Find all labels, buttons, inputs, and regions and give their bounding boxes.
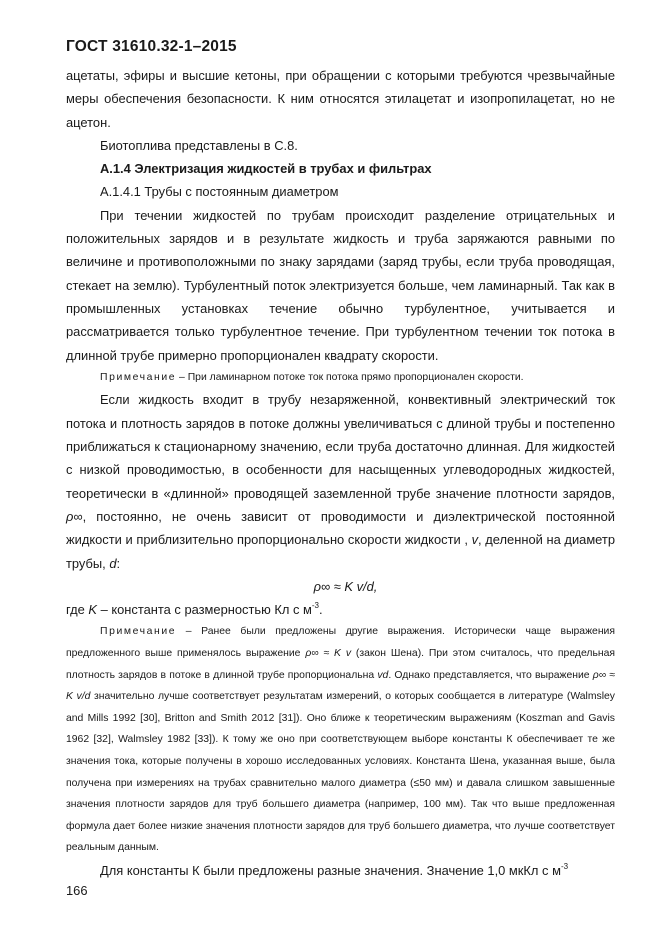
- formula-inline: ρ∞ ≈ K v: [305, 648, 352, 660]
- paragraph-pipe-flow: При течении жидкостей по трубам происходит разделение отрицательных и положительных зарядов и в результате жидкость и труба заряжаются равными по величине и противоположными по знаку зарядами (заряд трубы, если труба проводящая, стекает на землю). Турбулентный поток электризуется больше, чем ламинарный. Так как в промышленных установках течение обычно турбулентное, учитывается и рассматривается только турбулентное течение. При турбулентном течении ток потока в длинной трубе примерно пропорционален квадрату скорости.: [66, 207, 615, 363]
- formula-text: ρ∞ ≈ K v/d,: [313, 578, 378, 594]
- symbol-vd: vd: [377, 669, 389, 681]
- paragraph-charge-density: [66, 388, 615, 574]
- symbol-k: K: [88, 602, 98, 618]
- subsection-heading: А.1.4.1 Трубы с постоянным диаметром: [100, 184, 339, 200]
- document-body: [66, 64, 615, 882]
- note-text: – При ламинарном потоке ток потока прямо пропорционален скорости.: [176, 371, 524, 383]
- section-heading: А.1.4 Электризация жидкостей в трубах и фильтрах: [100, 161, 432, 177]
- superscript: -3: [560, 861, 569, 871]
- text-span: (закон Шена). При этом считалось, что предельная плотность зарядов в потоке в длинной трубе пропорциональна: [66, 648, 615, 681]
- superscript: -3: [311, 600, 319, 610]
- formula-inline: ρ∞ ≈ K v/d: [66, 669, 615, 703]
- formula: [66, 575, 615, 598]
- text-span: где: [66, 602, 89, 618]
- text-span: , деленной на диаметр трубы,: [66, 532, 615, 571]
- formula-explanation: [66, 598, 615, 621]
- text-span: – Ранее были предложены другие выражения. Исторически чаще выражения предложенного выше применялось выражение: [66, 626, 615, 660]
- paragraph-continuation: ацетаты, эфиры и высшие кетоны, при обращении с которыми требуются чрезвычайные меры обеспечения безопасности. К ним относятся этилацетат и изопропилацетат, но не ацетон.: [66, 68, 615, 130]
- text-span: значительно лучше соответствует результатам измерений, о которых сообщается в литературе (Walmsley and Mills 1992 [30], Britton and Smith 2012 [31]). Оно ближе к теоретическим выражениям (Koszman and Gavis 1962 [32], Walmsley 1982 [33]). К тому же оно при соответствующем выборе константы К обеспечивает те же значения тока, которые получены в хорошо исследованных условиях. Константа Шена, указанная выше, была получена при измерениях на трубах сравнительно малого диаметра (≤50 мм) и давала слишком завышенные значения плотности зарядов для труб большего диаметра (например, 100 мм). Так что выше предложенная формула дает более низкие значения плотности зарядов для труб большего диаметра, что лучше соответствует реальным данным.: [66, 691, 615, 854]
- text-span: :: [116, 555, 121, 571]
- symbol-v: v: [471, 532, 479, 548]
- page-number: 166: [66, 883, 88, 898]
- paragraph-biofuels: Биотоплива представлены в С.8.: [100, 137, 298, 153]
- note-laminar: [66, 367, 615, 389]
- text-span: . Однако представляется, что выражение: [388, 669, 593, 681]
- text-span: – константа с размерностью Кл с м: [97, 602, 312, 618]
- text-span: Если жидкость входит в трубу незаряженной, конвективный электрический ток потока и плотность зарядов в потоке должны увеличиваться с длиной трубы и постепенно приближаться к стационарному значению, если труба достаточно длинная. Для жидкостей с низкой проводимостью, в особенности для насыщенных углеводородных жидкостей, теоретически в «длинной» проводящей заземленной трубе значение плотности зарядов,: [66, 392, 615, 501]
- note-label: Примечание: [100, 626, 177, 638]
- symbol-d: d: [109, 555, 117, 571]
- note-history: [66, 621, 615, 859]
- paragraph-constant: [66, 859, 615, 882]
- text-span: Для константы К были предложены разные значения. Значение 1,0 мкКл с м: [100, 862, 561, 878]
- text-span: , постоянно, не очень зависит от проводимости и диэлектрической постоянной жидкости и приблизительно пропорционально скорости жидкости ,: [66, 508, 615, 548]
- document-header: ГОСТ 31610.32-1–2015: [66, 38, 237, 55]
- text-span: .: [318, 602, 323, 618]
- symbol-rho: ρ∞: [66, 508, 83, 524]
- note-label: Примечание: [100, 371, 177, 383]
